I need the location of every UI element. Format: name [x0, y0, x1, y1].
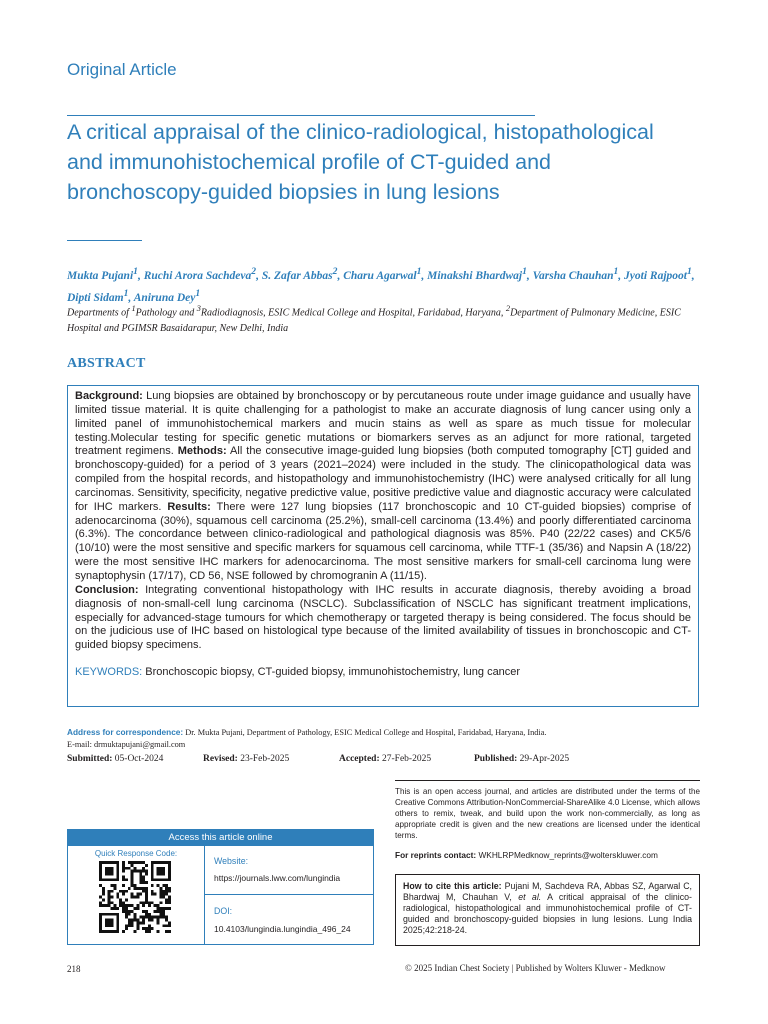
author-affiliation-mark: 1: [195, 287, 201, 299]
title-underline: [67, 240, 142, 241]
keywords-label: KEYWORDS:: [75, 666, 143, 679]
abstract-box: [67, 385, 699, 707]
author-affiliation-mark: 1: [686, 266, 692, 277]
license-rule: [395, 780, 700, 781]
background-label: Background:: [75, 390, 143, 402]
license-text: This is an open access journal, and articles are distributed under the terms of the Creative Commons Attribution-NonCommercial-ShareAlike 4.0 License, which allows others to remix, tweak, and build upon the work non-commercially, as long as appropriate credit is given and the new creations are licensed under the identical terms.: [395, 787, 700, 840]
title-rule: [67, 115, 535, 116]
website-label: Website:: [214, 856, 249, 866]
author-list: Mukta Pujani$^1$, Ruchi Arora Sachdeva$^2$, S. Zafar Abbas$^2$, Charu Agarwal$^1$, Minakshi Bhardwaj$^1$, Varsha Chauhan$^1$, Jyoti Rajpoot$^1$, Dipti Sidam$^1$, Aniruna Dey$^1$: [67, 266, 695, 304]
author-affiliation-mark: 1: [613, 266, 619, 277]
methods-label: Methods:: [177, 445, 227, 458]
citation-label: How to cite this article:: [403, 881, 502, 891]
methods-text: All the consecutive image-guided lung biopsies (both computed tomography [CT] guided and bronchoscopy-guided) for a period of 3 years (2021–2024) were included in the study. The clinicopathological data was compiled from the hospital records, and histopathology and immunohistochemistry (IHC) were analysed critically for all lung carcinomas. Sensitivity, specificity, negative predictive value, positive predictive value and diagnostic accuracy were calculated for IHC markers.: [75, 445, 691, 513]
author-name: Dipti Sidam: [67, 291, 124, 304]
author-affiliation-mark: 2: [251, 266, 257, 277]
submitted-date: Submitted: 05-Oct-2024: [67, 754, 164, 764]
author-affiliation-mark: 1: [123, 287, 129, 299]
author-affiliation-mark: 2: [332, 266, 338, 277]
conclusion-text: Integrating conventional histopathology with IHC results in accurate diagnosis, thereby avoiding a broad diagnosis of non-small-cell lung carcinoma (NSCLC). Subclassification of NSCLC has significant treatment implications, especially for advanced-stage tumours for which chemotherapy or targeted therapy is being considered. The focus should be on the judicious use of IHC based on histological type because of the limited availability of tissues in bronchoscopic and CT-guided biopsy specimens.: [75, 583, 691, 652]
access-online-box: [67, 829, 374, 945]
author-name: Minakshi Bhardwaj: [427, 269, 523, 282]
info-divider: [205, 894, 373, 895]
author-affiliation-mark: 1: [522, 266, 527, 277]
abstract-heading: ABSTRACT: [67, 356, 146, 371]
qr-column: [68, 846, 205, 944]
correspondence-email: E-mail: drmuktapujani@gmail.com: [67, 740, 186, 749]
keywords: [75, 665, 691, 679]
citation-box: How to cite this article: Pujani M, Sachdeva RA, Abbas SZ, Agarwal C, Bhardwaj M, Chauhan V, et al. A critical appraisal of the clinico-radiological, histopathological and immunohistochemical profile of CT-guided and bronchoscopy-guided biopsies in lung lesions. Lung India 2025;42:218-24.: [395, 874, 700, 946]
results-label: Results:: [167, 500, 211, 513]
affiliations: Departments of $^1$Pathology and $^3$Radiodiagnosis, ESIC Medical College and Hospital, Faridabad, Haryana, $^2$Department of Pulmonary Medicine, ESIC Hospital and PGIMSR Basaidarapur, New Delhi, India: [67, 304, 681, 335]
copyright-footer: © 2025 Indian Chest Society | Published by Wolters Kluwer - Medknow: [405, 963, 666, 973]
author-affiliation-mark: 1: [133, 266, 138, 277]
article-title: A critical appraisal of the clinico-radiological, histopathological and immunohistochemical profile of CT-guided and bronchoscopy-guided biopsies in lung lesions: [67, 120, 654, 204]
author-affiliation-mark: 1: [416, 266, 422, 277]
website-link[interactable]: https://journals.lww.com/lungindia: [214, 873, 341, 883]
qr-label: Quick Response Code:: [94, 849, 178, 858]
author-name: Mukta Pujani: [67, 269, 134, 282]
correspondence-address: Dr. Mukta Pujani, Department of Pathology, ESIC Medical College and Hospital, Faridabad, Haryana, India.: [185, 728, 547, 737]
author-name: Aniruna Dey: [133, 291, 196, 304]
author-name: Varsha Chauhan: [532, 269, 614, 282]
doi-link[interactable]: 10.4103/lungindia.lungindia_496_24: [214, 924, 351, 934]
section-label: Original Article: [67, 60, 177, 79]
conclusion-label: Conclusion:: [75, 583, 139, 596]
results-text: There were 127 lung biopsies (117 bronchoscopic and 10 CT-guided biopsies) comprise of adenocarcinoma (30%), squamous cell carcinoma (25.2%), small-cell carcinoma (13.4%) and poorly differentiated carcinoma (6.3%). The concordance between clinico-radiological and pathological diagnosis was 85%. P40 (22/22 cases) and CK5/6 (10/10) were the most sensitive and specific markers for squamous cell carcinoma, while TTF-1 (35/36) and Napsin A (18/22) were the most sensitive IHC markers for adenocarcinoma. The most sensitive markers for small-cell carcinoma lung were synaptophysin (17/17), CD 56, NSE followed by chromogranin A (11/15).: [75, 500, 691, 582]
doi-label: DOI:: [214, 906, 233, 916]
qr-code-icon[interactable]: [99, 861, 171, 933]
author-name: Ruchi Arora Sachdeva: [143, 269, 252, 282]
access-heading: Access this article online: [68, 830, 373, 846]
revised-date: Revised: 23-Feb-2025: [203, 754, 290, 764]
author-name: S. Zafar Abbas: [261, 269, 333, 282]
correspondence: [67, 726, 707, 751]
accepted-date: Accepted: 27-Feb-2025: [339, 754, 432, 764]
keywords-text: Bronchoscopic biopsy, CT-guided biopsy, immunohistochemistry, lung cancer: [145, 666, 521, 679]
reprints-contact: For reprints contact: WKHLRPMedknow_reprints@wolterskluwer.com: [395, 850, 658, 860]
abstract-text: [75, 390, 691, 653]
page-number: 218: [67, 964, 81, 974]
published-date: Published: 29-Apr-2025: [474, 754, 570, 764]
background-text: Lung biopsies are obtained by bronchoscopy or by percutaneous route under image guidance and usually have limited tissue material. It is quite challenging for a pathologist to make an accurate diagnosis of lung cancer using only a limited panel of immunohistochemical markers and mucin stains as well as spare as much tissue for molecular testing.Molecular testing for specific genetic mutations or biomarkers serves as an adjunct for more rational, targeted treatment regimens.: [75, 390, 692, 458]
correspondence-label: Address for correspondence:: [67, 727, 184, 737]
author-name: Charu Agarwal: [343, 269, 417, 282]
author-name: Jyoti Rajpoot: [624, 269, 687, 282]
